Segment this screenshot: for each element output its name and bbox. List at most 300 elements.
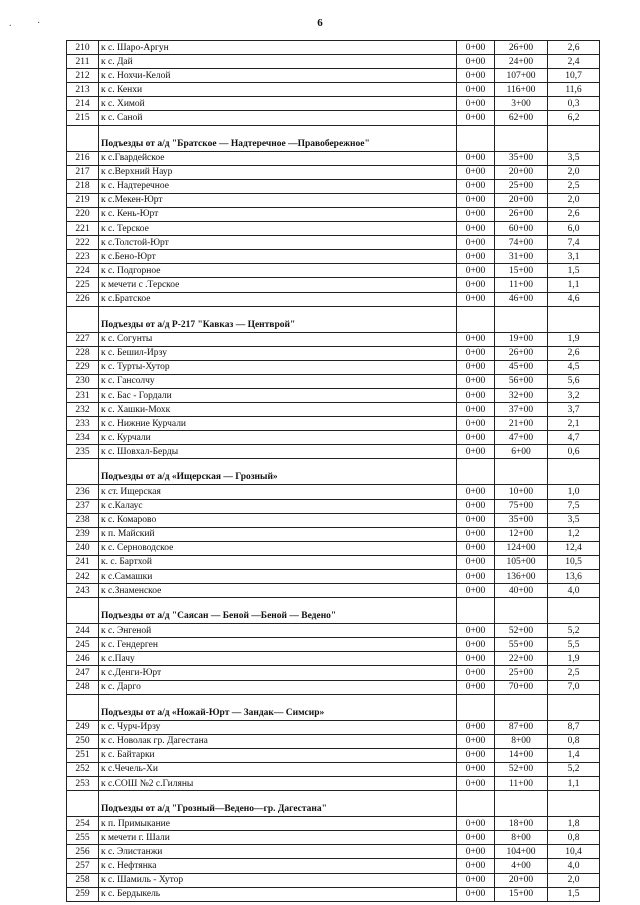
end-km-cell: 22+00 xyxy=(495,652,548,666)
section-title: Подъезды от а/д Р-217 "Кавказ — Центврой" xyxy=(99,306,457,332)
section-to-cell xyxy=(495,791,548,817)
length-cell: 2,0 xyxy=(548,165,600,179)
section-num-cell xyxy=(67,598,99,624)
roads-table xyxy=(66,40,600,902)
start-km-cell: 0+00 xyxy=(457,264,495,278)
length-cell: 2,1 xyxy=(548,417,600,431)
length-cell: 1,1 xyxy=(548,278,600,292)
name-cell: к с. Чурч-Ирзу xyxy=(99,720,457,734)
table-row xyxy=(67,541,600,555)
length-cell: 4,7 xyxy=(548,431,600,445)
start-km-cell: 0+00 xyxy=(457,845,495,859)
end-km-cell: 62+00 xyxy=(495,111,548,125)
length-cell: 0,6 xyxy=(548,445,600,459)
end-km-cell: 15+00 xyxy=(495,887,548,901)
name-cell: к с. Дарго xyxy=(99,680,457,694)
start-km-cell: 0+00 xyxy=(457,859,495,873)
end-km-cell: 136+00 xyxy=(495,570,548,584)
num-cell: 240 xyxy=(67,541,99,555)
length-cell: 4,6 xyxy=(548,292,600,306)
end-km-cell: 19+00 xyxy=(495,332,548,346)
length-cell: 1,5 xyxy=(548,264,600,278)
table-row xyxy=(67,222,600,236)
name-cell: к с.Самашки xyxy=(99,570,457,584)
name-cell: к с.Пачу xyxy=(99,652,457,666)
start-km-cell: 0+00 xyxy=(457,179,495,193)
end-km-cell: 35+00 xyxy=(495,513,548,527)
end-km-cell: 3+00 xyxy=(495,97,548,111)
length-cell: 1,0 xyxy=(548,485,600,499)
section-len-cell xyxy=(548,598,600,624)
num-cell: 220 xyxy=(67,207,99,221)
start-km-cell: 0+00 xyxy=(457,111,495,125)
roads-table-body xyxy=(67,41,600,902)
num-cell: 228 xyxy=(67,346,99,360)
num-cell: 233 xyxy=(67,417,99,431)
table-row xyxy=(67,69,600,83)
num-cell: 238 xyxy=(67,513,99,527)
table-row xyxy=(67,374,600,388)
start-km-cell: 0+00 xyxy=(457,417,495,431)
length-cell: 7,0 xyxy=(548,680,600,694)
table-row xyxy=(67,97,600,111)
start-km-cell: 0+00 xyxy=(457,346,495,360)
table-row xyxy=(67,250,600,264)
table-row xyxy=(67,207,600,221)
num-cell: 235 xyxy=(67,445,99,459)
section-header-row xyxy=(67,791,600,817)
num-cell: 251 xyxy=(67,748,99,762)
name-cell: к п. Примыкание xyxy=(99,817,457,831)
num-cell: 254 xyxy=(67,817,99,831)
length-cell: 1,2 xyxy=(548,527,600,541)
length-cell: 2,6 xyxy=(548,41,600,55)
num-cell: 237 xyxy=(67,499,99,513)
num-cell: 216 xyxy=(67,151,99,165)
start-km-cell: 0+00 xyxy=(457,748,495,762)
name-cell: к с. Шаро-Аргун xyxy=(99,41,457,55)
num-cell: 229 xyxy=(67,360,99,374)
length-cell: 3,2 xyxy=(548,388,600,402)
name-cell: к с. Согунты xyxy=(99,332,457,346)
length-cell: 3,1 xyxy=(548,250,600,264)
end-km-cell: 26+00 xyxy=(495,207,548,221)
name-cell: к с. Нижние Курчали xyxy=(99,417,457,431)
end-km-cell: 11+00 xyxy=(495,777,548,791)
name-cell: к с. Бас - Гордали xyxy=(99,388,457,402)
end-km-cell: 124+00 xyxy=(495,541,548,555)
section-header-row xyxy=(67,598,600,624)
table-row xyxy=(67,873,600,887)
num-cell: 231 xyxy=(67,388,99,402)
table-row xyxy=(67,513,600,527)
length-cell: 3,5 xyxy=(548,151,600,165)
section-title: Подъезды от а/д «Ищерская — Грозный» xyxy=(99,459,457,485)
start-km-cell: 0+00 xyxy=(457,41,495,55)
name-cell: к с. Надтеречное xyxy=(99,179,457,193)
name-cell: к мечети г. Шали xyxy=(99,831,457,845)
corner-mark-left: . xyxy=(9,18,12,29)
start-km-cell: 0+00 xyxy=(457,292,495,306)
table-row xyxy=(67,734,600,748)
num-cell: 258 xyxy=(67,873,99,887)
start-km-cell: 0+00 xyxy=(457,445,495,459)
end-km-cell: 56+00 xyxy=(495,374,548,388)
num-cell: 227 xyxy=(67,332,99,346)
end-km-cell: 8+00 xyxy=(495,734,548,748)
length-cell: 1,1 xyxy=(548,777,600,791)
start-km-cell: 0+00 xyxy=(457,83,495,97)
length-cell: 1,4 xyxy=(548,748,600,762)
num-cell: 256 xyxy=(67,845,99,859)
end-km-cell: 12+00 xyxy=(495,527,548,541)
num-cell: 239 xyxy=(67,527,99,541)
table-row xyxy=(67,720,600,734)
num-cell: 215 xyxy=(67,111,99,125)
name-cell: к с.Верхний Наур xyxy=(99,165,457,179)
section-len-cell xyxy=(548,125,600,151)
length-cell: 2,5 xyxy=(548,179,600,193)
table-row xyxy=(67,570,600,584)
name-cell: к с. Бердыкель xyxy=(99,887,457,901)
end-km-cell: 70+00 xyxy=(495,680,548,694)
table-row xyxy=(67,193,600,207)
num-cell: 249 xyxy=(67,720,99,734)
start-km-cell: 0+00 xyxy=(457,97,495,111)
table-row xyxy=(67,41,600,55)
table-row xyxy=(67,151,600,165)
end-km-cell: 20+00 xyxy=(495,165,548,179)
section-len-cell xyxy=(548,791,600,817)
name-cell: к с.Чечель-Хи xyxy=(99,762,457,776)
section-len-cell xyxy=(548,459,600,485)
num-cell: 212 xyxy=(67,69,99,83)
length-cell: 1,9 xyxy=(548,332,600,346)
num-cell: 245 xyxy=(67,638,99,652)
num-cell: 232 xyxy=(67,403,99,417)
table-row xyxy=(67,403,600,417)
name-cell: к с. Новолак гр. Дагестана xyxy=(99,734,457,748)
name-cell: к с. Турты-Хутор xyxy=(99,360,457,374)
section-header-row xyxy=(67,459,600,485)
table-row xyxy=(67,624,600,638)
table-row xyxy=(67,165,600,179)
name-cell: к п. Майский xyxy=(99,527,457,541)
num-cell: 223 xyxy=(67,250,99,264)
name-cell: к с.Толстой-Юрт xyxy=(99,236,457,250)
table-row xyxy=(67,388,600,402)
length-cell: 6,2 xyxy=(548,111,600,125)
table-row xyxy=(67,445,600,459)
section-header-row xyxy=(67,694,600,720)
start-km-cell: 0+00 xyxy=(457,570,495,584)
table-row xyxy=(67,179,600,193)
start-km-cell: 0+00 xyxy=(457,207,495,221)
table-row xyxy=(67,845,600,859)
name-cell: к с. Бешил-Ирзу xyxy=(99,346,457,360)
section-len-cell xyxy=(548,306,600,332)
end-km-cell: 60+00 xyxy=(495,222,548,236)
end-km-cell: 32+00 xyxy=(495,388,548,402)
length-cell: 5,5 xyxy=(548,638,600,652)
start-km-cell: 0+00 xyxy=(457,374,495,388)
table-row xyxy=(67,638,600,652)
table-row xyxy=(67,292,600,306)
length-cell: 2,0 xyxy=(548,193,600,207)
length-cell: 11,6 xyxy=(548,83,600,97)
section-from-cell xyxy=(457,125,495,151)
num-cell: 243 xyxy=(67,584,99,598)
end-km-cell: 31+00 xyxy=(495,250,548,264)
start-km-cell: 0+00 xyxy=(457,762,495,776)
name-cell: к с.Знаменское xyxy=(99,584,457,598)
length-cell: 0,8 xyxy=(548,734,600,748)
end-km-cell: 116+00 xyxy=(495,83,548,97)
end-km-cell: 18+00 xyxy=(495,817,548,831)
start-km-cell: 0+00 xyxy=(457,541,495,555)
start-km-cell: 0+00 xyxy=(457,720,495,734)
name-cell: к с. Энгеной xyxy=(99,624,457,638)
section-from-cell xyxy=(457,459,495,485)
table-row xyxy=(67,652,600,666)
end-km-cell: 74+00 xyxy=(495,236,548,250)
name-cell: к с.Мекен-Юрт xyxy=(99,193,457,207)
length-cell: 7,5 xyxy=(548,499,600,513)
start-km-cell: 0+00 xyxy=(457,527,495,541)
name-cell: к с. Кенхи xyxy=(99,83,457,97)
num-cell: 214 xyxy=(67,97,99,111)
name-cell: к с. Серноводское xyxy=(99,541,457,555)
name-cell: к ст. Ищерская xyxy=(99,485,457,499)
table-row xyxy=(67,762,600,776)
name-cell: к с.Денги-Юрт xyxy=(99,666,457,680)
table-row xyxy=(67,278,600,292)
start-km-cell: 0+00 xyxy=(457,236,495,250)
end-km-cell: 15+00 xyxy=(495,264,548,278)
name-cell: к с. Шамиль - Хутор xyxy=(99,873,457,887)
length-cell: 5,2 xyxy=(548,762,600,776)
section-title: Подъезды от а/д "Братское — Надтеречное —Правобережное" xyxy=(99,125,457,151)
table-row xyxy=(67,236,600,250)
table-row xyxy=(67,332,600,346)
name-cell: к с. Химой xyxy=(99,97,457,111)
name-cell: к с. Гендерген xyxy=(99,638,457,652)
start-km-cell: 0+00 xyxy=(457,431,495,445)
section-header-row xyxy=(67,306,600,332)
section-from-cell xyxy=(457,598,495,624)
end-km-cell: 11+00 xyxy=(495,278,548,292)
length-cell: 4,5 xyxy=(548,360,600,374)
start-km-cell: 0+00 xyxy=(457,887,495,901)
length-cell: 2,6 xyxy=(548,346,600,360)
start-km-cell: 0+00 xyxy=(457,555,495,569)
length-cell: 0,3 xyxy=(548,97,600,111)
end-km-cell: 4+00 xyxy=(495,859,548,873)
end-km-cell: 37+00 xyxy=(495,403,548,417)
end-km-cell: 26+00 xyxy=(495,346,548,360)
start-km-cell: 0+00 xyxy=(457,666,495,680)
num-cell: 230 xyxy=(67,374,99,388)
section-header-row xyxy=(67,125,600,151)
end-km-cell: 20+00 xyxy=(495,193,548,207)
length-cell: 3,7 xyxy=(548,403,600,417)
table-row xyxy=(67,499,600,513)
num-cell: 242 xyxy=(67,570,99,584)
name-cell: к с. Байтарки xyxy=(99,748,457,762)
num-cell: 255 xyxy=(67,831,99,845)
section-from-cell xyxy=(457,694,495,720)
name-cell: к с.Калаус xyxy=(99,499,457,513)
section-num-cell xyxy=(67,306,99,332)
name-cell: к мечети с .Терское xyxy=(99,278,457,292)
name-cell: к с. Кень-Юрт xyxy=(99,207,457,221)
start-km-cell: 0+00 xyxy=(457,624,495,638)
start-km-cell: 0+00 xyxy=(457,638,495,652)
end-km-cell: 105+00 xyxy=(495,555,548,569)
length-cell: 2,0 xyxy=(548,873,600,887)
end-km-cell: 35+00 xyxy=(495,151,548,165)
name-cell: к с. Гансолчу xyxy=(99,374,457,388)
start-km-cell: 0+00 xyxy=(457,680,495,694)
num-cell: 248 xyxy=(67,680,99,694)
num-cell: 253 xyxy=(67,777,99,791)
end-km-cell: 21+00 xyxy=(495,417,548,431)
length-cell: 12,4 xyxy=(548,541,600,555)
table-row xyxy=(67,859,600,873)
roads-table-container xyxy=(66,40,599,902)
start-km-cell: 0+00 xyxy=(457,165,495,179)
table-row xyxy=(67,680,600,694)
table-row xyxy=(67,360,600,374)
end-km-cell: 24+00 xyxy=(495,55,548,69)
num-cell: 224 xyxy=(67,264,99,278)
section-title: Подъезды от а/д "Саясан — Беной —Беной — Ведено" xyxy=(99,598,457,624)
section-from-cell xyxy=(457,306,495,332)
table-row xyxy=(67,485,600,499)
end-km-cell: 14+00 xyxy=(495,748,548,762)
start-km-cell: 0+00 xyxy=(457,360,495,374)
start-km-cell: 0+00 xyxy=(457,55,495,69)
section-num-cell xyxy=(67,791,99,817)
num-cell: 234 xyxy=(67,431,99,445)
num-cell: 241 xyxy=(67,555,99,569)
name-cell: к с. Комарово xyxy=(99,513,457,527)
table-row xyxy=(67,527,600,541)
start-km-cell: 0+00 xyxy=(457,485,495,499)
num-cell: 222 xyxy=(67,236,99,250)
start-km-cell: 0+00 xyxy=(457,332,495,346)
end-km-cell: 25+00 xyxy=(495,179,548,193)
start-km-cell: 0+00 xyxy=(457,734,495,748)
name-cell: к с. Шовхал-Берды xyxy=(99,445,457,459)
start-km-cell: 0+00 xyxy=(457,777,495,791)
start-km-cell: 0+00 xyxy=(457,817,495,831)
start-km-cell: 0+00 xyxy=(457,403,495,417)
end-km-cell: 55+00 xyxy=(495,638,548,652)
end-km-cell: 8+00 xyxy=(495,831,548,845)
length-cell: 8,7 xyxy=(548,720,600,734)
end-km-cell: 20+00 xyxy=(495,873,548,887)
num-cell: 218 xyxy=(67,179,99,193)
table-row xyxy=(67,666,600,680)
length-cell: 10,7 xyxy=(548,69,600,83)
num-cell: 244 xyxy=(67,624,99,638)
end-km-cell: 52+00 xyxy=(495,762,548,776)
start-km-cell: 0+00 xyxy=(457,873,495,887)
num-cell: 213 xyxy=(67,83,99,97)
section-to-cell xyxy=(495,598,548,624)
start-km-cell: 0+00 xyxy=(457,513,495,527)
length-cell: 2,4 xyxy=(548,55,600,69)
table-row xyxy=(67,83,600,97)
length-cell: 10,4 xyxy=(548,845,600,859)
length-cell: 1,9 xyxy=(548,652,600,666)
num-cell: 252 xyxy=(67,762,99,776)
start-km-cell: 0+00 xyxy=(457,69,495,83)
length-cell: 2,5 xyxy=(548,666,600,680)
section-to-cell xyxy=(495,125,548,151)
start-km-cell: 0+00 xyxy=(457,222,495,236)
end-km-cell: 87+00 xyxy=(495,720,548,734)
corner-mark-right: · xyxy=(37,18,41,29)
end-km-cell: 47+00 xyxy=(495,431,548,445)
end-km-cell: 52+00 xyxy=(495,624,548,638)
num-cell: 225 xyxy=(67,278,99,292)
name-cell: к с. Нефтянка xyxy=(99,859,457,873)
num-cell: 219 xyxy=(67,193,99,207)
length-cell: 5,2 xyxy=(548,624,600,638)
start-km-cell: 0+00 xyxy=(457,250,495,264)
table-row xyxy=(67,346,600,360)
section-len-cell xyxy=(548,694,600,720)
num-cell: 259 xyxy=(67,887,99,901)
name-cell: к с.Гвардейское xyxy=(99,151,457,165)
start-km-cell: 0+00 xyxy=(457,499,495,513)
section-to-cell xyxy=(495,306,548,332)
num-cell: 250 xyxy=(67,734,99,748)
start-km-cell: 0+00 xyxy=(457,388,495,402)
num-cell: 211 xyxy=(67,55,99,69)
name-cell: к с. Подгорное xyxy=(99,264,457,278)
num-cell: 217 xyxy=(67,165,99,179)
table-row xyxy=(67,417,600,431)
end-km-cell: 45+00 xyxy=(495,360,548,374)
name-cell: к с. Курчали xyxy=(99,431,457,445)
name-cell: к с.Бено-Юрт xyxy=(99,250,457,264)
table-row xyxy=(67,55,600,69)
end-km-cell: 10+00 xyxy=(495,485,548,499)
table-row xyxy=(67,264,600,278)
start-km-cell: 0+00 xyxy=(457,278,495,292)
num-cell: 226 xyxy=(67,292,99,306)
table-row xyxy=(67,431,600,445)
start-km-cell: 0+00 xyxy=(457,584,495,598)
length-cell: 7,4 xyxy=(548,236,600,250)
table-row xyxy=(67,777,600,791)
length-cell: 6,0 xyxy=(548,222,600,236)
length-cell: 10,5 xyxy=(548,555,600,569)
name-cell: к с.Братское xyxy=(99,292,457,306)
start-km-cell: 0+00 xyxy=(457,652,495,666)
end-km-cell: 40+00 xyxy=(495,584,548,598)
section-title: Подъезды от а/д «Ножай-Юрт — Зандак— Симсир» xyxy=(99,694,457,720)
table-row xyxy=(67,111,600,125)
name-cell: к с. Терское xyxy=(99,222,457,236)
section-num-cell xyxy=(67,125,99,151)
end-km-cell: 107+00 xyxy=(495,69,548,83)
num-cell: 210 xyxy=(67,41,99,55)
name-cell: к с. Хашки-Мохк xyxy=(99,403,457,417)
